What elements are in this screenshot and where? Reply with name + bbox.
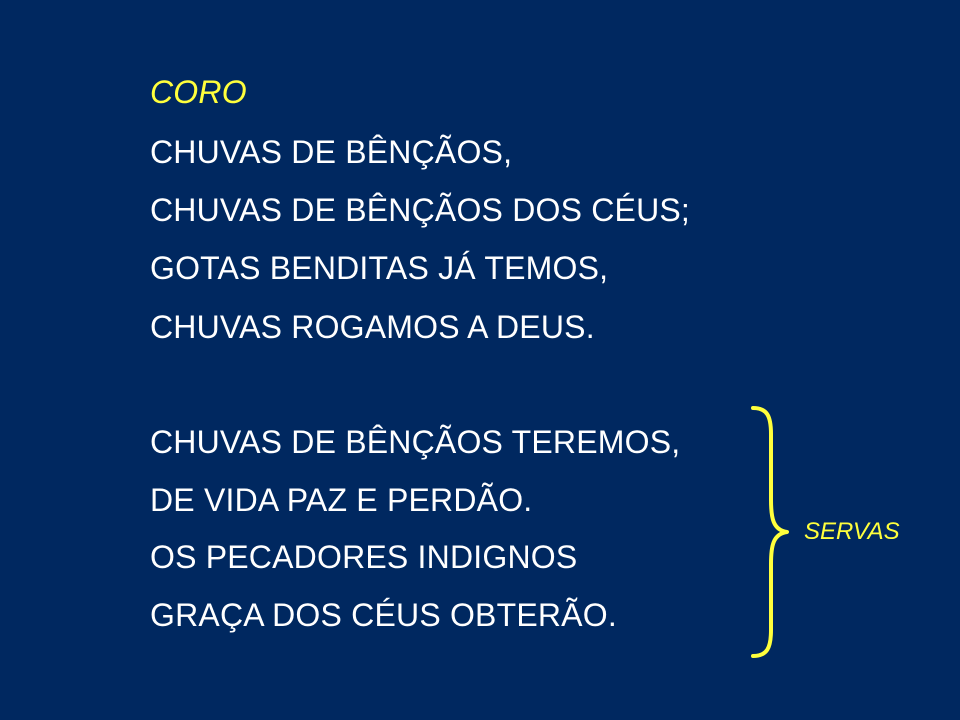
- chorus-line-2: CHUVAS DE BÊNÇÃOS DOS CÉUS;: [150, 192, 691, 228]
- servas-line-3: OS PECADORES INDIGNOS: [150, 539, 578, 575]
- servas-line-4: GRAÇA DOS CÉUS OBTERÃO.: [150, 597, 617, 633]
- servas-line-2: DE VIDA PAZ E PERDÃO.: [150, 482, 533, 518]
- chorus-line-1: CHUVAS DE BÊNÇÃOS,: [150, 134, 513, 170]
- servas-line-1: CHUVAS DE BÊNÇÃOS TEREMOS,: [150, 424, 681, 460]
- chorus-line-4: CHUVAS ROGAMOS A DEUS.: [150, 309, 595, 345]
- servas-label: SERVAS: [804, 518, 900, 545]
- right-curly-brace-icon: [745, 400, 805, 665]
- section-heading: CORO: [150, 74, 247, 110]
- chorus-line-3: GOTAS BENDITAS JÁ TEMOS,: [150, 250, 609, 286]
